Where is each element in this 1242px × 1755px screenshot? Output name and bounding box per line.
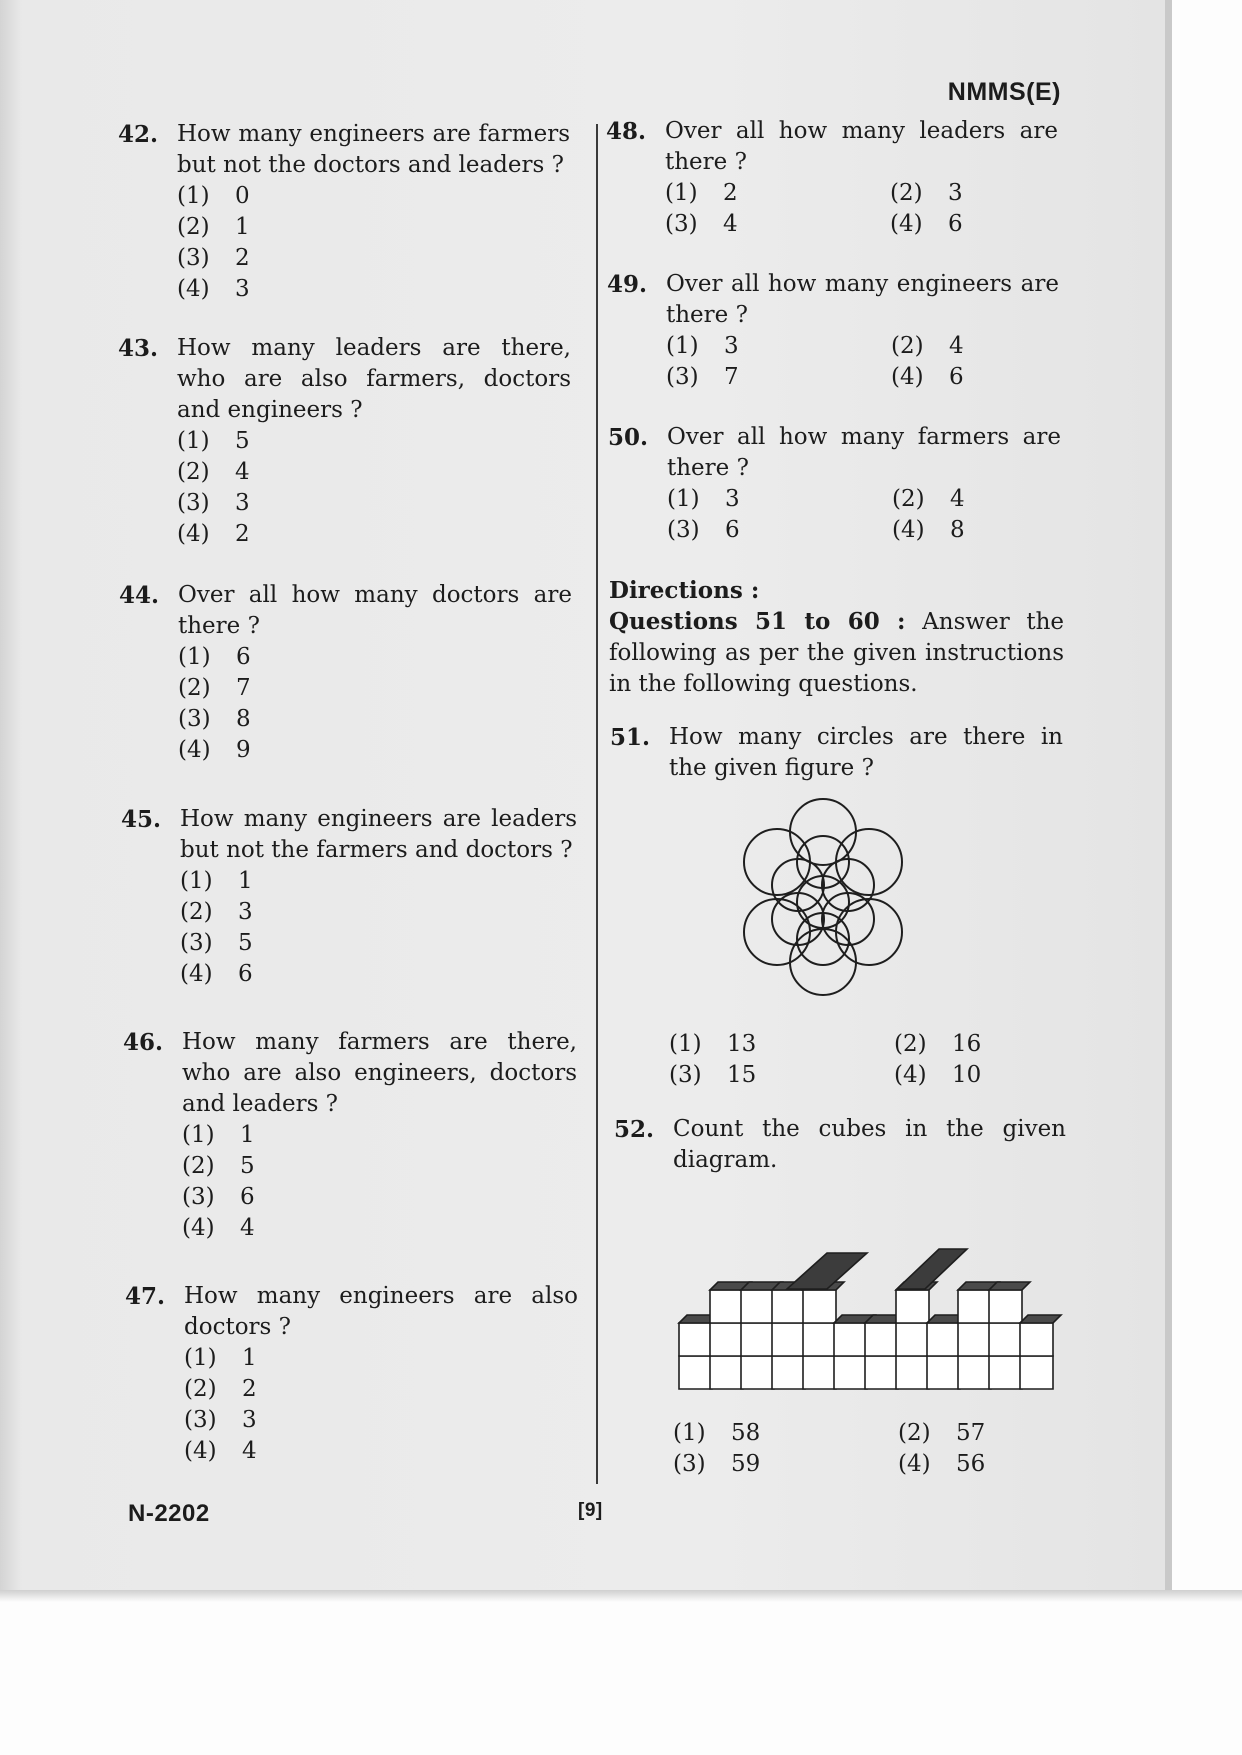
option-label: (4) [184, 1438, 217, 1464]
exam-code: NMMS(E) [947, 78, 1061, 106]
question-47 [125, 1281, 578, 1467]
option-value: 5 [235, 428, 250, 454]
option-2[interactable] [890, 178, 1040, 209]
cube-face [958, 1290, 991, 1323]
cube-face [834, 1323, 867, 1356]
question-text: How many engineers are also doctors ? [184, 1283, 578, 1340]
cube-face [1020, 1323, 1053, 1356]
option-value: 3 [235, 276, 250, 302]
option-label: (2) [184, 1376, 217, 1402]
option-label: (2) [180, 899, 213, 925]
option-4[interactable] [892, 515, 1042, 546]
option-value: 15 [727, 1062, 757, 1088]
options-grid [666, 331, 1059, 393]
figure-circle [790, 929, 856, 995]
option-label: (4) [891, 364, 924, 390]
option-value: 4 [950, 486, 965, 512]
option-label: (1) [177, 428, 210, 454]
option-value: 0 [235, 183, 250, 209]
cube-face [803, 1323, 836, 1356]
option-4[interactable] [890, 209, 1040, 240]
circles-figure [717, 789, 937, 1009]
option-label: (2) [177, 459, 210, 485]
option-label: (2) [182, 1153, 215, 1179]
options-list [177, 181, 570, 305]
figure-circle [836, 829, 902, 895]
question-text: How many engineers are leaders but not the farmers and doctors ? [180, 806, 577, 863]
option-4[interactable] [898, 1449, 1048, 1480]
directions-range: Questions 51 to 60 : [609, 608, 906, 635]
option-label: (4) [182, 1215, 215, 1241]
option-label: (3) [667, 517, 700, 543]
option-4[interactable] [177, 274, 570, 305]
option-value: 57 [956, 1420, 986, 1446]
cube-face [958, 1323, 991, 1356]
option-label: (4) [894, 1062, 927, 1088]
cube-face [741, 1323, 774, 1356]
option-value: 1 [242, 1345, 257, 1371]
question-text: How many engineers are farmers but not the doctors and leaders ? [177, 121, 570, 178]
cube-face [927, 1323, 960, 1356]
option-1[interactable] [180, 866, 577, 897]
option-value: 58 [731, 1420, 761, 1446]
option-label: (1) [182, 1122, 215, 1148]
directions-text [609, 606, 1064, 700]
cube-face [710, 1356, 743, 1389]
option-label: (4) [180, 961, 213, 987]
option-1[interactable] [177, 181, 570, 212]
option-label: (3) [673, 1451, 706, 1477]
question-51 [610, 722, 1063, 784]
question-number: 43. [118, 335, 159, 362]
option-value: 6 [725, 517, 740, 543]
option-value: 6 [240, 1184, 255, 1210]
option-value: 8 [236, 706, 251, 732]
question-text: Over all how many farmers are there ? [667, 424, 1061, 481]
option-value: 8 [950, 517, 965, 543]
figure-circle [836, 899, 902, 965]
cube-face [772, 1323, 805, 1356]
page-number: [9] [578, 1500, 603, 1521]
cube-face [741, 1290, 774, 1323]
option-value: 16 [952, 1031, 982, 1057]
option-label: (1) [673, 1420, 706, 1446]
directions-title: Directions : [609, 577, 760, 604]
option-value: 2 [242, 1376, 257, 1402]
option-value: 1 [238, 868, 253, 894]
options-list [177, 426, 571, 550]
option-value: 3 [235, 490, 250, 516]
option-1[interactable] [666, 331, 891, 362]
option-value: 7 [236, 675, 251, 701]
option-value: 6 [948, 211, 963, 237]
option-4[interactable] [178, 735, 572, 766]
options-grid [673, 1418, 1066, 1480]
option-value: 13 [727, 1031, 757, 1057]
option-label: (3) [182, 1184, 215, 1210]
option-label: (3) [184, 1407, 217, 1433]
cube-face [865, 1356, 898, 1389]
option-label: (3) [669, 1062, 702, 1088]
figure-circle [744, 829, 810, 895]
option-value: 56 [956, 1451, 986, 1477]
option-2[interactable] [177, 457, 571, 488]
options-grid [669, 1029, 1063, 1091]
sheet-shadow [0, 1590, 1242, 1602]
cube-face [787, 1253, 867, 1289]
option-value: 4 [949, 333, 964, 359]
option-1[interactable] [182, 1120, 577, 1151]
question-44 [119, 580, 572, 766]
cube-face [710, 1323, 743, 1356]
option-label: (2) [890, 180, 923, 206]
option-label: (3) [666, 364, 699, 390]
cube-face [958, 1356, 991, 1389]
option-2[interactable] [891, 331, 1041, 362]
options-list [178, 642, 572, 766]
option-4[interactable] [894, 1060, 1044, 1091]
options-list [184, 1343, 578, 1467]
question-number: 52. [614, 1116, 655, 1143]
cube-face [989, 1282, 1030, 1290]
option-value: 4 [240, 1215, 255, 1241]
question-text: How many farmers are there, who are also engineers, doctors and leaders ? [182, 1029, 577, 1117]
option-label: (1) [184, 1345, 217, 1371]
option-4[interactable] [184, 1436, 578, 1467]
cube-face [803, 1356, 836, 1389]
cube-face [989, 1356, 1022, 1389]
option-2[interactable] [180, 897, 577, 928]
option-3[interactable] [673, 1449, 898, 1480]
option-1[interactable] [667, 484, 892, 515]
option-value: 6 [238, 961, 253, 987]
cube-face [772, 1356, 805, 1389]
cube-face [679, 1356, 712, 1389]
option-3[interactable] [184, 1405, 578, 1436]
option-1[interactable] [669, 1029, 894, 1060]
option-value: 4 [242, 1438, 257, 1464]
option-label: (1) [666, 333, 699, 359]
option-3[interactable] [666, 362, 891, 393]
question-52 [614, 1114, 1066, 1176]
cubes-figure [677, 1193, 1067, 1398]
options-list [180, 866, 577, 990]
option-1[interactable] [673, 1418, 898, 1449]
option-value: 5 [240, 1153, 255, 1179]
option-value: 4 [235, 459, 250, 485]
option-2[interactable] [182, 1151, 577, 1182]
option-4[interactable] [891, 362, 1041, 393]
option-1[interactable] [178, 642, 572, 673]
option-4[interactable] [177, 519, 571, 550]
question-number: 47. [125, 1283, 166, 1310]
cube-face [1020, 1356, 1053, 1389]
option-label: (4) [892, 517, 925, 543]
cube-face [927, 1356, 960, 1389]
option-label: (2) [178, 675, 211, 701]
option-label: (3) [180, 930, 213, 956]
question-51-options [610, 1029, 1063, 1091]
option-value: 1 [235, 214, 250, 240]
option-label: (2) [894, 1031, 927, 1057]
question-text: How many circles are there in the given figure ? [669, 724, 1063, 781]
option-label: (4) [177, 276, 210, 302]
option-3[interactable] [667, 515, 892, 546]
question-46 [123, 1027, 577, 1244]
question-45 [121, 804, 577, 990]
cube-face [679, 1323, 712, 1356]
question-number: 45. [121, 806, 162, 833]
option-value: 4 [723, 211, 738, 237]
option-label: (4) [177, 521, 210, 547]
option-label: (4) [178, 737, 211, 763]
question-49 [607, 269, 1059, 393]
question-52-options [614, 1418, 1066, 1480]
option-value: 3 [242, 1407, 257, 1433]
question-text: Count the cubes in the given diagram. [673, 1116, 1066, 1173]
option-value: 6 [236, 644, 251, 670]
option-value: 2 [235, 245, 250, 271]
option-label: (3) [178, 706, 211, 732]
option-3[interactable] [177, 488, 571, 519]
cube-face [897, 1249, 967, 1289]
option-label: (2) [891, 333, 924, 359]
option-label: (3) [177, 245, 210, 271]
question-number: 42. [118, 121, 159, 148]
option-value: 3 [948, 180, 963, 206]
options-list [182, 1120, 577, 1244]
option-value: 7 [724, 364, 739, 390]
option-1[interactable] [665, 178, 890, 209]
option-2[interactable] [177, 212, 570, 243]
option-label: (3) [665, 211, 698, 237]
cube-face [865, 1323, 898, 1356]
option-3[interactable] [180, 928, 577, 959]
option-2[interactable] [184, 1374, 578, 1405]
option-value: 3 [724, 333, 739, 359]
option-value: 10 [952, 1062, 982, 1088]
column-divider [596, 124, 598, 1484]
option-label: (4) [898, 1451, 931, 1477]
option-value: 59 [731, 1451, 761, 1477]
cube-face [772, 1290, 805, 1323]
option-value: 2 [235, 521, 250, 547]
option-value: 3 [238, 899, 253, 925]
cube-face [741, 1356, 774, 1389]
option-label: (1) [177, 183, 210, 209]
question-48 [606, 116, 1058, 240]
option-1[interactable] [184, 1343, 578, 1374]
options-grid [667, 484, 1061, 546]
question-number: 49. [607, 271, 648, 298]
option-value: 6 [949, 364, 964, 390]
option-2[interactable] [894, 1029, 1044, 1060]
directions-block [609, 575, 1064, 700]
option-3[interactable] [665, 209, 890, 240]
cube-face [896, 1323, 929, 1356]
question-number: 51. [610, 724, 651, 751]
figure-circle [744, 899, 810, 965]
question-43 [118, 333, 571, 550]
option-value: 2 [723, 180, 738, 206]
option-label: (4) [890, 211, 923, 237]
option-label: (1) [665, 180, 698, 206]
option-label: (2) [892, 486, 925, 512]
question-text: Over all how many leaders are there ? [665, 118, 1058, 175]
option-3[interactable] [178, 704, 572, 735]
option-2[interactable] [892, 484, 1042, 515]
option-value: 1 [240, 1122, 255, 1148]
cube-face [989, 1323, 1022, 1356]
option-label: (1) [667, 486, 700, 512]
option-label: (2) [898, 1420, 931, 1446]
option-label: (1) [180, 868, 213, 894]
question-50 [608, 422, 1061, 546]
option-4[interactable] [180, 959, 577, 990]
question-number: 48. [606, 118, 647, 145]
directions-instruction: Answer the following as per the given instructions in the following questions. [609, 609, 1064, 697]
question-number: 50. [608, 424, 649, 451]
cube-face [989, 1290, 1022, 1323]
cube-face [710, 1290, 743, 1323]
options-grid [665, 178, 1058, 240]
option-value: 3 [725, 486, 740, 512]
cube-face [834, 1356, 867, 1389]
question-42 [118, 119, 570, 305]
option-value: 9 [236, 737, 251, 763]
cube-face [1020, 1315, 1061, 1323]
cube-face [896, 1356, 929, 1389]
option-1[interactable] [177, 426, 571, 457]
question-text: How many leaders are there, who are also farmers, doctors and engineers ? [177, 335, 571, 423]
cube-face [803, 1290, 836, 1323]
option-2[interactable] [178, 673, 572, 704]
option-3[interactable] [177, 243, 570, 274]
figure-circle [790, 799, 856, 865]
cube-face [896, 1290, 929, 1323]
question-text: Over all how many engineers are there ? [666, 271, 1059, 328]
option-4[interactable] [182, 1213, 577, 1244]
option-3[interactable] [182, 1182, 577, 1213]
option-2[interactable] [898, 1418, 1048, 1449]
question-text: Over all how many doctors are there ? [178, 582, 572, 639]
option-value: 5 [238, 930, 253, 956]
option-label: (2) [177, 214, 210, 240]
option-label: (1) [178, 644, 211, 670]
option-3[interactable] [669, 1060, 894, 1091]
question-number: 46. [123, 1029, 164, 1056]
paper-code: N-2202 [128, 1500, 210, 1527]
option-label: (1) [669, 1031, 702, 1057]
question-number: 44. [119, 582, 160, 609]
option-label: (3) [177, 490, 210, 516]
sheet-edge [1165, 0, 1172, 1590]
